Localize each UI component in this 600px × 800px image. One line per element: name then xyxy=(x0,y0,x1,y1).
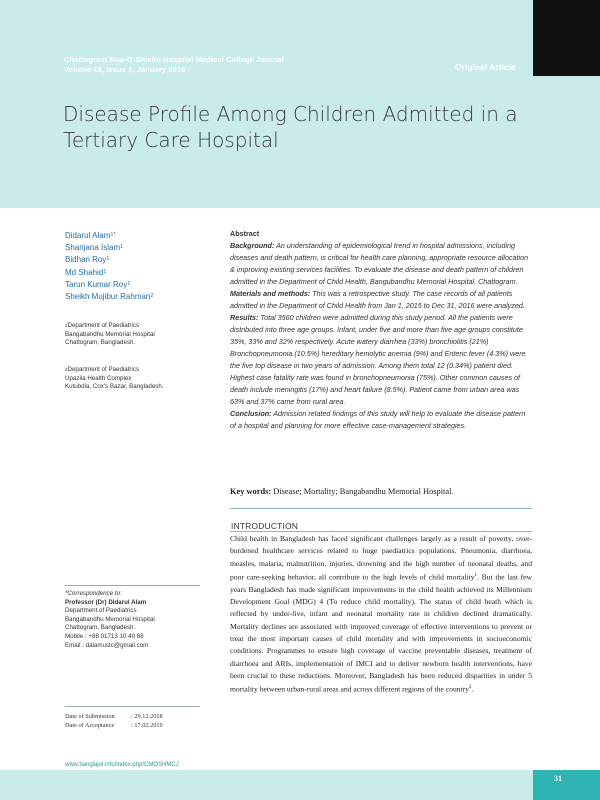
author: Tarun Kumar Roy$^1$ xyxy=(65,279,131,289)
dates-divider xyxy=(65,706,200,707)
journal-url-link[interactable]: www.banglajol.info/index.php/CMOSHMCJ xyxy=(65,762,179,768)
affiliation-2: $^2$Department of Paediatrics Upazila Health Complex Kutubdia, Cox's Bazar, Bangladesh. xyxy=(65,366,164,390)
submission-date: : 29.12.2018 xyxy=(131,713,163,720)
introduction-heading: INTRODUCTION xyxy=(231,521,299,531)
introduction-text: Child health in Bangladesh has faced significant challenges largely as a result of poverty, over-burdened healthcare services related to huge paediatrics populations. Pneumonia, diarrhoea, measles, malaria, malnutrition, injuries, drowning and the high number of neonatal deaths, and poor care-seeking behavior, all contribute to the high levels of child mortality$^1$. But the last few years Bangladesh has made significant improvements in the child health achieved its Millennium Development Goal (MDG) 4 (To reduce child mortality). The status of child heath which is reflected by under-five, infant and neonatal mortality rate in children declined dramatically. Mortality declines are associated with improved coverage of effective interventions to prevent or treat the most important causes of child mortality and with improvements in socioeconomic conditions. Programmes to ensure high coverage of vaccine preventable diseases, treatment of diarrhoea and ARIs, implementation of IMCI and to deliver newborn health interventions, have been crucial to these reductions. Moreover, Bangladesh has been reduced disparities in under 5 mortality between urban-rural areas and across different regions of the country$^2$. xyxy=(230,534,533,694)
abstract-background: An understanding of epidemiological trend in hospital admissions, including diseases and death pattern, is critical for health care planning, appropriate resource allocation & improving existing services facilities. To evaluate the disease and death pattern of children admitted in the Department of Child Health, Bangubandhu Memorial Hospital. Chattogram. xyxy=(230,241,529,286)
keywords-label: Key words: xyxy=(230,487,272,496)
header-corner-block xyxy=(533,0,600,76)
journal-name: Chattogram Maa-O-Shishu Hospital Medical College Journal xyxy=(64,55,284,64)
correspondence-divider xyxy=(65,585,200,586)
page-number-box xyxy=(533,770,600,800)
correspondence-block: *Correspondence to: Professor (Dr) Didarul Alam Department of Paediatrics Bangabandhu Memorial Hospital Chattogram, Bangladesh. Mobile : +88 01713 10 40 68 Email : dalamustc@gmail.com xyxy=(65,590,155,649)
keywords xyxy=(230,487,532,496)
abstract: Abstract Background: An understanding of epidemiological trend in hospital admissions, including diseases and death pattern, is critical for health care planning, appropriate resource allocation & improving existing services facilities. To evaluate the disease and death pattern of children admitted in the Department of Child Health, Bangubandhu Memorial Hospital. Chattogram. Materials and methods: This was a retrospective study. The case records of all patients admitted in the Department of Child Health from Jan 1, 2015 to Dec 31, 2016 were analyzed. Results: Total 3560 children were admitted during this study period. All the patients were distributed into three age groups. Infant, under five and more than five age groups constitute 35%, 33% and 32% respectively. Acute watery diarrhea (33%) bronchiolitis (21%) Bronchopneumonia (10.5%) hereditary hemolytic anemia (9%) and Enteric fever (4.3%) were the five top disease in two years of admission. Among them total 12 (0.34%) patient died. Highest case fatality rate was found in bronchopneumonia (75%). Other common causes of death include meningitis (17%) and heart failure (8.5%). Patient came from urban area was 63% and 37% came from rural area. Conclusion: Admission related findings of this study will help to evaluate the disease pattern of a hospital and planning for more effective case-management strategies. xyxy=(230,228,532,432)
section-divider xyxy=(230,508,532,509)
affiliation-1: $^1$Department of Paediatrics Bangabandhu Memorial Hospital Chattogram, Bangladesh. xyxy=(65,322,155,346)
journal-issue: Volume 18, Issue 1, January 2019 xyxy=(64,65,186,74)
page-number: 31 xyxy=(554,774,562,783)
author: Md Shahid$^1$ xyxy=(65,267,107,277)
submission-label: Date of Submission xyxy=(65,713,115,720)
acceptance-label: Date of Acceptance xyxy=(65,722,115,729)
article-title: Disease Profile Among Children Admitted in a Tertiary Care Hospital xyxy=(63,102,518,152)
abstract-conclusion: Admission related findings of this study will help to evaluate the disease pattern of a hospital and planning for more effective case-management strategies. xyxy=(230,409,526,430)
author: Bidhan Roy$^1$ xyxy=(65,255,110,265)
abstract-methods: This was a retrospective study. The case records of all patients admitted in the Department of Child Health from Jan 1, 2015 to Dec 31, 2016 were analyzed. xyxy=(230,289,525,310)
author-list xyxy=(65,230,153,303)
dates-block xyxy=(65,712,163,730)
correspondence-name: Professor (Dr) Didarul Alam xyxy=(65,598,147,606)
author: Sheikh Mujibur Rahman$^2$ xyxy=(65,292,154,302)
keywords-text: Disease; Mortality; Bangabandhu Memorial Hospital. xyxy=(273,487,454,496)
author: Didarul Alam$^{1*}$ xyxy=(65,231,116,240)
abstract-heading: Abstract xyxy=(230,229,260,238)
introduction-rule xyxy=(230,531,532,532)
acceptance-date: : 17.02.2019 xyxy=(131,722,163,729)
footer-banner xyxy=(0,770,600,800)
correspondence-email: Email : dalamustc@gmail.com xyxy=(65,641,149,649)
author: Shanjana Islam$^1$ xyxy=(65,243,124,253)
abstract-results: Total 3560 children were admitted during this study period. All the patients were distributed into three age groups. Infant, under five and more than five age groups constitute 35%, 33% and 32% respectively. Acute watery diarrhea (33%) bronchiolitis (21%) Bronchopneumonia (10.5%) hereditary hemolytic anemia (9%) and Enteric fever (4.3%) were the five top disease in two years of admission. Among them total 12 (0.34%) patient died. Highest case fatality rate was found in bronchopneumonia (75%). Other common causes of death include meningitis (17%) and heart failure (8.5%). Patient came from urban area was 63% and 37% came from rural area. xyxy=(230,313,526,406)
correspondence-label: *Correspondence to: xyxy=(65,590,122,597)
journal-info xyxy=(64,55,284,75)
article-type: Original Article xyxy=(455,62,516,72)
